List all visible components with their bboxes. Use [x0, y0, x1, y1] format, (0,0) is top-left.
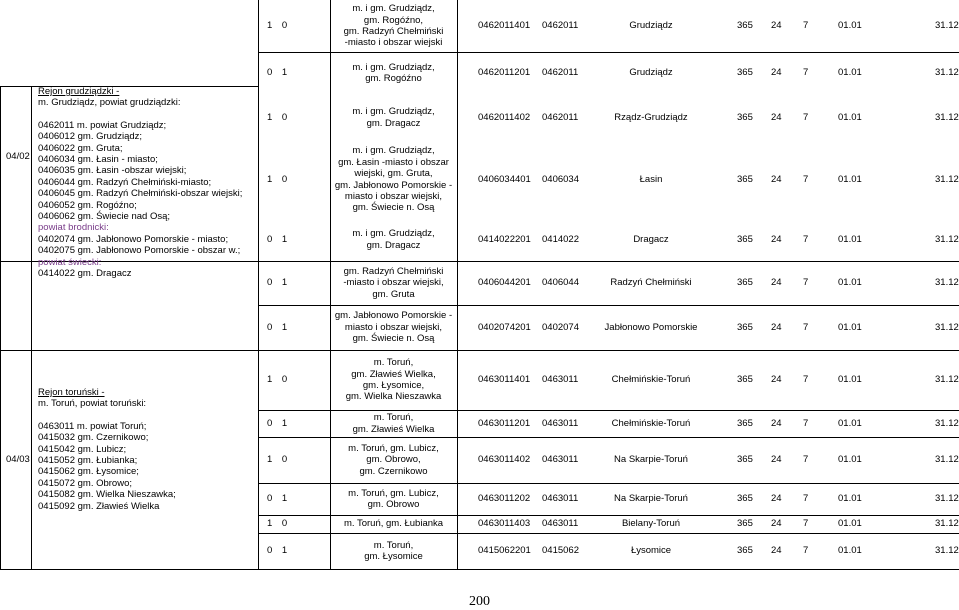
station-code: 0406034401	[478, 173, 531, 185]
terc-code: 0463011	[542, 374, 579, 385]
page-number: 200	[469, 594, 490, 609]
station-name: Jabłonowo Pomorskie	[604, 321, 698, 333]
area-line: m. i gm. Grudziądz,	[352, 3, 435, 15]
region-line: 0415072 gm. Obrowo;	[38, 477, 133, 489]
station-name: Bielany-Toruń	[621, 518, 681, 529]
days-value: 365	[737, 111, 753, 123]
row-divider	[258, 305, 959, 306]
region-line: 0406034 gm. Łasin - miasto;	[38, 154, 158, 165]
station-code: 0462011201	[478, 67, 531, 78]
row-divider	[258, 515, 959, 516]
date-from: 01.01	[838, 173, 862, 185]
column-divider	[0, 86, 1, 569]
date-to: 31.12	[935, 67, 959, 78]
area-line: m. i gm. Grudziądz,	[352, 61, 435, 73]
area-line: m. i gm. Grudziądz,	[352, 145, 435, 157]
terc-code: 0463011	[542, 493, 579, 504]
region-line: 0415042 gm. Lubicz;	[38, 443, 127, 455]
terc-code: 0463011	[542, 454, 579, 465]
date-from: 01.01	[838, 111, 862, 123]
region-line: 0406045 gm. Radzyń Chełmiński-obszar wiejski;	[38, 188, 243, 200]
column-divider	[457, 0, 458, 569]
date-to: 31.12	[935, 277, 959, 288]
row-divider	[258, 410, 959, 411]
days-value: 365	[737, 417, 753, 429]
region-line: 0463011 m. powiat Toruń;	[38, 420, 147, 432]
week-value: 7	[803, 545, 809, 556]
region-line: 0406062 gm. Świecie nad Osą;	[38, 211, 171, 222]
row-divider	[0, 569, 959, 570]
region-line: 0415082 gm. Wielka Nieszawka;	[38, 489, 176, 501]
region-line: 0415062 gm. Łysomice;	[38, 466, 139, 478]
station-name: Na Skarpie-Toruń	[614, 493, 688, 504]
days-value: 365	[737, 321, 753, 333]
column-divider	[258, 0, 259, 569]
row-divider	[0, 350, 959, 351]
hours-value: 24	[771, 173, 782, 185]
area-line: gm. Radzyń Chełmiński	[343, 26, 444, 37]
station-code: 0402074201	[478, 321, 531, 333]
days-value: 365	[737, 374, 753, 385]
region-line: 0415092 gm. Zławieś Wielka	[38, 500, 160, 512]
days-value: 365	[737, 20, 753, 31]
hours-value: 24	[771, 67, 782, 78]
hours-value: 24	[771, 20, 782, 31]
week-value: 7	[803, 67, 809, 78]
week-value: 7	[803, 518, 809, 529]
date-to: 31.12	[935, 321, 959, 333]
hours-value: 24	[771, 518, 782, 529]
date-to: 31.12	[935, 493, 959, 504]
date-to: 31.12	[935, 173, 959, 185]
station-name: Grudziądz	[629, 67, 673, 78]
region-line: powiat brodnicki:	[38, 222, 109, 234]
station-name: Łysomice	[630, 545, 672, 556]
station-name: Na Skarpie-Toruń	[614, 454, 688, 465]
area-line: miasto i obszar wiejski,	[344, 190, 443, 202]
terc-code: 0463011	[542, 518, 579, 529]
availability-flag: 1 0	[267, 454, 288, 465]
area-line: m. i gm. Grudziądz,	[352, 228, 435, 240]
area-line: gm. Zławieś Wielka	[352, 423, 435, 435]
terc-code: 0462011	[542, 111, 579, 123]
area-line: gm. Dragacz	[366, 117, 421, 129]
row-divider	[0, 261, 959, 262]
date-to: 31.12	[935, 111, 959, 123]
availability-flag: 1 0	[267, 20, 288, 31]
area-line: -miasto i obszar wiejski,	[343, 277, 444, 289]
days-value: 365	[737, 454, 753, 465]
region-line: 0415052 gm. Łubianka;	[38, 455, 138, 466]
area-line: gm. Radzyń Chełmiński	[343, 265, 444, 277]
station-name: Dragacz	[633, 233, 669, 245]
hours-value: 24	[771, 111, 782, 123]
station-code: 0462011401	[478, 20, 531, 31]
date-to: 31.12	[935, 20, 959, 31]
date-to: 31.12	[935, 545, 959, 556]
region-line: 0414022 gm. Dragacz	[38, 268, 132, 279]
area-line: m. Toruń,	[373, 357, 414, 369]
area-line: wiejski, gm. Gruta,	[354, 168, 433, 180]
availability-flag: 0 1	[267, 417, 288, 429]
station-code: 0463011202	[478, 493, 531, 504]
terc-code: 0462011	[542, 20, 579, 31]
region-line: 0402075 gm. Jabłonowo Pomorskie - obszar w.;	[38, 245, 241, 257]
hours-value: 24	[771, 454, 782, 465]
hours-value: 24	[771, 321, 782, 333]
area-line: m. Toruń,	[373, 412, 414, 424]
station-name: Łasin	[639, 173, 663, 185]
hours-value: 24	[771, 374, 782, 385]
date-from: 01.01	[838, 67, 862, 78]
week-value: 7	[803, 277, 809, 288]
area-line: gm. Czernikowo	[359, 465, 428, 477]
availability-flag: 1 0	[267, 111, 288, 123]
availability-flag: 0 1	[267, 277, 288, 288]
hours-value: 24	[771, 233, 782, 245]
area-line: gm. Rogóźno	[365, 73, 422, 84]
terc-code: 0406034	[542, 173, 579, 185]
availability-flag: 1 0	[267, 374, 288, 385]
week-value: 7	[803, 233, 809, 245]
date-from: 01.01	[838, 417, 862, 429]
area-line: -miasto i obszar wiejski	[344, 37, 443, 49]
region-line: m. Grudziądz, powiat grudziądzki:	[38, 97, 181, 108]
row-divider	[258, 483, 959, 484]
station-code: 0406044201	[478, 277, 531, 288]
area-line: gm. Rogóźno,	[363, 14, 424, 26]
column-divider	[330, 0, 331, 569]
area-line: m. i gm. Grudziądz,	[352, 106, 435, 118]
region-line: 0406052 gm. Rogóźno;	[38, 199, 137, 211]
area-line: gm. Świecie n. Osą	[352, 333, 435, 345]
date-from: 01.01	[838, 454, 862, 465]
date-from: 01.01	[838, 20, 862, 31]
area-line: gm. Wielka Nieszawka	[345, 391, 442, 403]
availability-flag: 0 1	[267, 233, 288, 245]
date-from: 01.01	[838, 374, 862, 385]
availability-flag: 0 1	[267, 545, 288, 556]
hours-value: 24	[771, 277, 782, 288]
days-value: 365	[737, 545, 753, 556]
area-line: gm. Gruta	[372, 288, 415, 300]
area-line: gm. Obrowo,	[366, 454, 421, 466]
area-line: gm. Świecie n. Osą	[352, 202, 435, 214]
week-value: 7	[803, 417, 809, 429]
area-line: m. Toruń, gm. Lubicz,	[348, 487, 439, 499]
region-line: 0462011 m. powiat Grudziądz;	[38, 119, 167, 131]
area-line: m. Toruń,	[373, 539, 414, 551]
date-to: 31.12	[935, 454, 959, 465]
group-id: 04/02	[6, 150, 30, 162]
week-value: 7	[803, 111, 809, 123]
row-divider	[0, 86, 258, 87]
days-value: 365	[737, 67, 753, 78]
date-from: 01.01	[838, 321, 862, 333]
region-line: m. Toruń, powiat toruński:	[38, 398, 147, 409]
week-value: 7	[803, 20, 809, 31]
date-to: 31.12	[935, 417, 959, 429]
area-line: miasto i obszar wiejski,	[344, 321, 443, 333]
hours-value: 24	[771, 493, 782, 504]
area-line: gm. Dragacz	[366, 239, 421, 251]
availability-flag: 1 0	[267, 518, 288, 529]
area-line: gm. Łysomice,	[362, 380, 425, 391]
station-name: Grudziądz	[629, 20, 673, 31]
area-line: m. Toruń, gm. Lubicz,	[348, 442, 439, 454]
region-line: 0402074 gm. Jabłonowo Pomorskie - miasto;	[38, 233, 229, 245]
availability-flag: 0 1	[267, 493, 288, 504]
station-name: Rządz-Grudziądz	[614, 111, 688, 123]
area-line: gm. Jabłonowo Pomorskie -	[334, 179, 453, 191]
hours-value: 24	[771, 417, 782, 429]
row-divider	[258, 533, 959, 534]
availability-flag: 0 1	[267, 321, 288, 333]
station-code: 0414022201	[478, 233, 531, 245]
days-value: 365	[737, 493, 753, 504]
region-line: powiat świecki:	[38, 256, 102, 268]
station-name: Chełmińskie-Toruń	[611, 374, 691, 385]
station-code: 0463011401	[478, 374, 531, 385]
region-heading: Rejon toruński -	[38, 387, 105, 398]
terc-code: 0414022	[542, 233, 579, 245]
week-value: 7	[803, 374, 809, 385]
station-name: Radzyń Chełmiński	[610, 277, 692, 288]
station-name: Chełmińskie-Toruń	[611, 417, 691, 429]
week-value: 7	[803, 454, 809, 465]
terc-code: 0463011	[542, 417, 579, 429]
week-value: 7	[803, 321, 809, 333]
area-line: gm. Zławieś Wielka,	[351, 368, 436, 380]
date-from: 01.01	[838, 233, 862, 245]
area-line: gm. Jabłonowo Pomorskie -	[334, 310, 453, 322]
terc-code: 0402074	[542, 321, 579, 333]
availability-flag: 1 0	[267, 173, 288, 185]
date-to: 31.12	[935, 374, 959, 385]
region-line: 0406035 gm. Łasin -obszar wiejski;	[38, 165, 187, 177]
terc-code: 0406044	[542, 277, 579, 288]
week-value: 7	[803, 173, 809, 185]
group-id: 04/03	[6, 453, 30, 465]
region-heading: Rejon grudziądzki -	[38, 86, 120, 97]
station-code: 0463011201	[478, 417, 531, 429]
days-value: 365	[737, 233, 753, 245]
date-from: 01.01	[838, 518, 862, 529]
date-from: 01.01	[838, 277, 862, 288]
date-to: 31.12	[935, 518, 959, 529]
station-code: 0463011403	[478, 518, 531, 529]
region-line: 0406022 gm. Gruta;	[38, 142, 123, 154]
region-line: 0406012 gm. Grudziądz;	[38, 131, 143, 143]
area-line: gm. Łysomice	[364, 551, 423, 562]
date-to: 31.12	[935, 233, 959, 245]
date-from: 01.01	[838, 545, 862, 556]
week-value: 7	[803, 493, 809, 504]
days-value: 365	[737, 173, 753, 185]
hours-value: 24	[771, 545, 782, 556]
area-line: gm. Obrowo	[367, 499, 420, 510]
station-code: 0463011402	[478, 454, 531, 465]
station-code: 0415062201	[478, 545, 531, 556]
region-line: 0415032 gm. Czernikowo;	[38, 432, 149, 444]
days-value: 365	[737, 518, 753, 529]
area-line: gm. Łasin -miasto i obszar	[338, 156, 449, 168]
terc-code: 0462011	[542, 67, 579, 78]
availability-flag: 0 1	[267, 67, 288, 78]
row-divider	[258, 52, 959, 53]
area-line: m. Toruń, gm. Łubianka	[343, 518, 444, 530]
station-code: 0462011402	[478, 111, 531, 123]
column-divider	[31, 86, 32, 569]
region-line: 0406044 gm. Radzyń Chełmiński-miasto;	[38, 176, 212, 188]
date-from: 01.01	[838, 493, 862, 504]
terc-code: 0415062	[542, 545, 579, 556]
days-value: 365	[737, 277, 753, 288]
row-divider	[258, 437, 959, 438]
